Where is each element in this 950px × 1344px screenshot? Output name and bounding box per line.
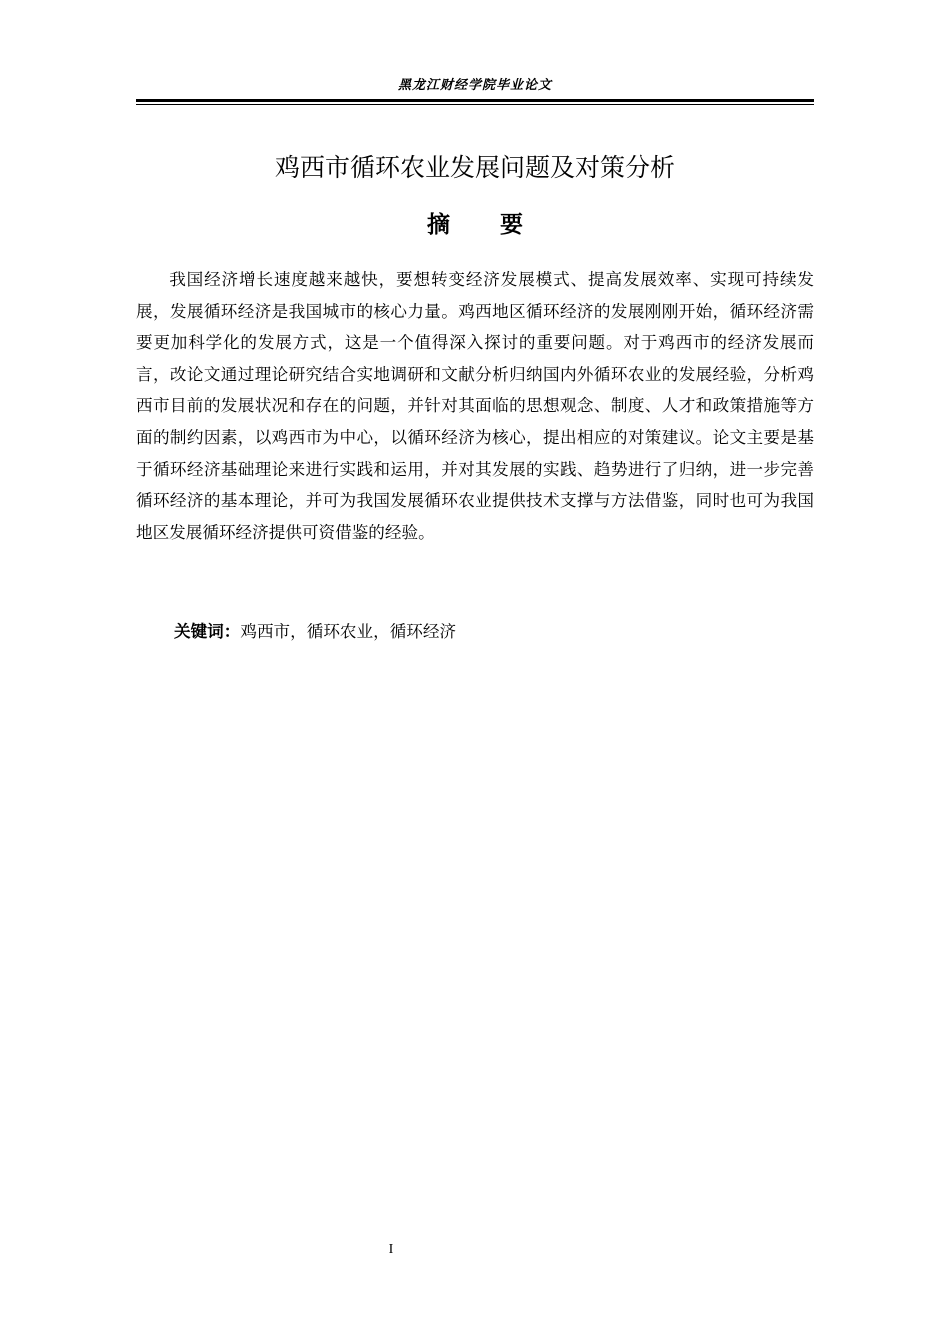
abstract-body: 我国经济增长速度越来越快，要想转变经济发展模式、提高发展效率、实现可持续发展，发展循环经济是我国城市的核心力量。鸡西地区循环经济的发展刚刚开始，循环经济需要更加科学化的发展方式，这是一个值得深入探讨的重要问题。对于鸡西市的经济发展而言，改论文通过理论研究结合实地调研和文献分析归纳国内外循环农业的发展经验，分析鸡西市目前的发展状况和存在的问题，并针对其面临的思想观念、制度、人才和政策措施等方面的制约因素，以鸡西市为中心，以循环经济为核心，提出相应的对策建议。论文主要是基于循环经济基础理论来进行实践和运用，并对其发展的实践、趋势进行了归纳，进一步完善循环经济的基本理论，并可为我国发展循环农业提供技术支撑与方法借鉴，同时也可为我国地区发展循环经济提供可资借鉴的经验。 [136, 270, 814, 542]
page-number: I [388, 1242, 394, 1257]
abstract-heading [136, 205, 814, 245]
abstract-heading-char-2: 要 [500, 212, 523, 238]
header-school-name: 黑龙江财经学院毕业论文 [397, 78, 552, 93]
keywords-label: 关键词： [174, 622, 241, 641]
keywords-line [174, 617, 456, 647]
abstract-heading-char-1: 摘 [427, 212, 450, 238]
paper-title: 鸡西市循环农业发展问题及对策分析 [274, 153, 675, 182]
keywords-value: 鸡西市，循环农业，循环经济 [240, 622, 457, 641]
header-rule-thick [136, 99, 814, 102]
header-rule-thin [136, 104, 814, 105]
